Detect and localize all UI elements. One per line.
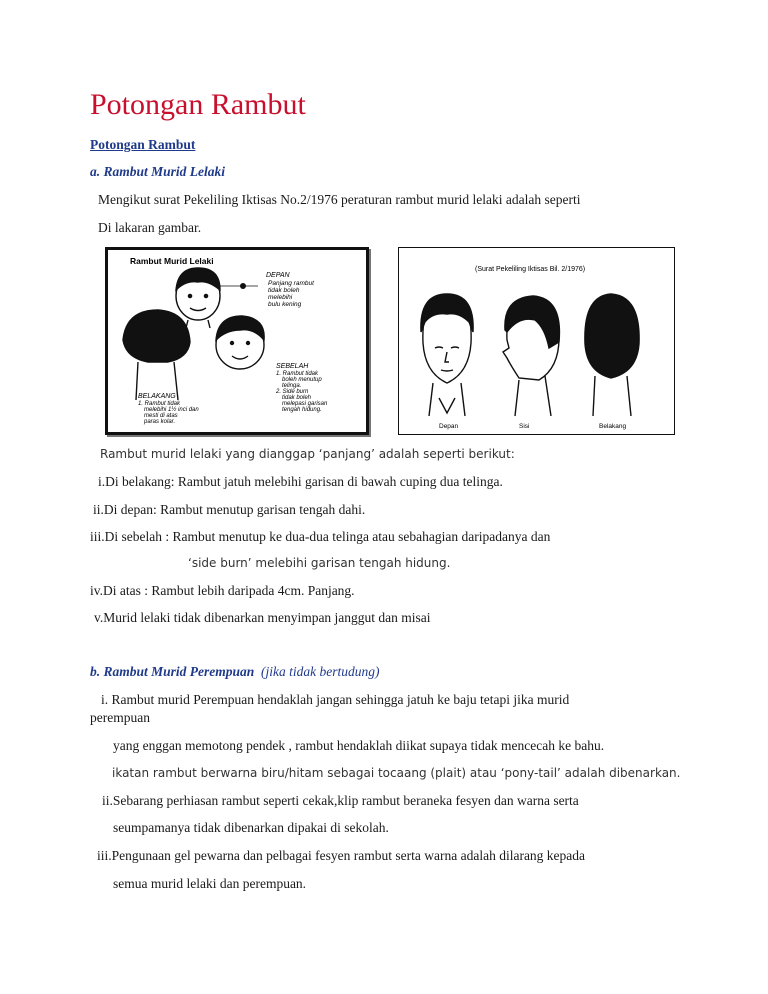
girl-rule-3-cont: semua murid lelaki dan perempuan. <box>113 876 307 891</box>
rule-item-2: ii.Di depan: Rambut menutup garisan tengah dahi. <box>93 502 366 517</box>
girl-rule-1: i. Rambut murid Perempuan hendaklah jangan sehingga jatuh ke baju tetapi jika murid <box>101 692 570 707</box>
page-title: Potongan Rambut <box>90 88 306 121</box>
label-sisi: Sisi <box>519 423 530 430</box>
sebelah-notes <box>275 371 329 413</box>
figure-haircut-views <box>398 247 675 435</box>
depan-heading: DEPAN <box>266 272 290 279</box>
subtitle-link[interactable]: Potongan Rambut <box>90 137 196 152</box>
sebelah-line-2: boleh menutup <box>282 377 322 383</box>
sebelah-heading: SEBELAH <box>276 363 309 370</box>
section-b-heading: b. Rambut Murid Perempuan <box>90 664 255 679</box>
depan-notes <box>268 280 316 308</box>
girl-rule-2-cont: seumpamanya tidak dibenarkan dipakai di sekolah. <box>113 820 389 835</box>
long-hair-intro: Rambut murid lelaki yang dianggap ‘panjang’ adalah seperti berikut: <box>100 447 515 461</box>
depan-line-3: melebihi <box>268 294 293 301</box>
side-view-head <box>503 296 559 416</box>
belakang-line-1: 1. Rambut tidak <box>138 401 181 407</box>
girl-rule-2: ii.Sebarang perhiasan rambut seperti cekak,klip rambut beraneka fesyen dan warna serta <box>102 793 579 808</box>
rule-item-4: iv.Di atas : Rambut lebih daripada 4cm. Panjang. <box>90 583 355 598</box>
front-head-sketch <box>176 268 220 328</box>
figure2-caption: (Surat Pekeliling Iktisas Bil. 2/1976) <box>475 266 586 273</box>
figure1-title: Rambut Murid Lelaki <box>130 256 214 266</box>
sebelah-line-3: telinga. <box>282 383 302 389</box>
rule-item-3-cont: ‘side burn’ melebihi garisan tengah hidung. <box>188 556 451 570</box>
rule-item-3: iii.Di sebelah : Rambut menutup ke dua-dua telinga atau sebahagian daripadanya dan <box>90 529 551 544</box>
depan-line-4: bulu kening <box>268 301 302 308</box>
girl-rule-1-line-3: ikatan rambut berwarna biru/hitam sebagai tocaang (plait) atau ‘pony-tail’ adalah dibenarkan. <box>112 766 681 780</box>
section-b-note: (jika tidak bertudung) <box>261 664 380 679</box>
section-a-intro-1: Mengikut surat Pekeliling Iktisas No.2/1976 peraturan rambut murid lelaki adalah seperti <box>98 192 581 207</box>
girl-rule-1-cont: perempuan <box>90 710 150 725</box>
sebelah-line-6: melepasi garisan <box>282 401 328 407</box>
section-b-heading-row <box>90 664 380 680</box>
section-a-heading: a. Rambut Murid Lelaki <box>90 164 226 179</box>
belakang-line-2: melebihi 1½ inci dan <box>144 407 199 413</box>
depan-line-2: tidak boleh <box>268 287 300 294</box>
sebelah-line-4: 2. Side burn <box>276 389 309 395</box>
figure-boy-haircut-sketch <box>105 247 369 435</box>
sebelah-line-1: 1. Rambut tidak <box>276 371 319 377</box>
belakang-line-4: paras kolar. <box>144 419 176 425</box>
depan-line-1: Panjang rambut <box>268 280 314 287</box>
sebelah-line-5: tidak boleh <box>282 395 312 401</box>
belakang-heading: BELAKANG <box>138 393 176 400</box>
back-head-sketch <box>123 310 190 400</box>
sketch-illustration <box>108 250 366 432</box>
label-belakang: Belakang <box>599 423 627 430</box>
section-a-intro-2: Di lakaran gambar. <box>98 220 202 235</box>
belakang-notes <box>138 401 200 425</box>
front-view-head <box>421 294 473 416</box>
girl-rule-3: iii.Pengunaan gel pewarna dan pelbagai fesyen rambut serta warna adalah dilarang kepada <box>97 848 586 863</box>
label-depan: Depan <box>439 423 459 430</box>
back-view-head <box>585 294 639 416</box>
haircut-views-illustration <box>399 248 674 434</box>
rule-item-1: i.Di belakang: Rambut jatuh melebihi garisan di bawah cuping dua telinga. <box>98 474 503 489</box>
girl-rule-1-line-2: yang enggan memotong pendek , rambut hendaklah diikat supaya tidak mencecah ke bahu. <box>113 738 605 753</box>
belakang-line-3: mesti di atas <box>144 413 178 419</box>
sebelah-line-7: tengah hidung. <box>282 407 322 413</box>
rule-item-5: v.Murid lelaki tidak dibenarkan menyimpan janggut dan misai <box>94 610 431 625</box>
side-head-sketch <box>216 316 264 369</box>
